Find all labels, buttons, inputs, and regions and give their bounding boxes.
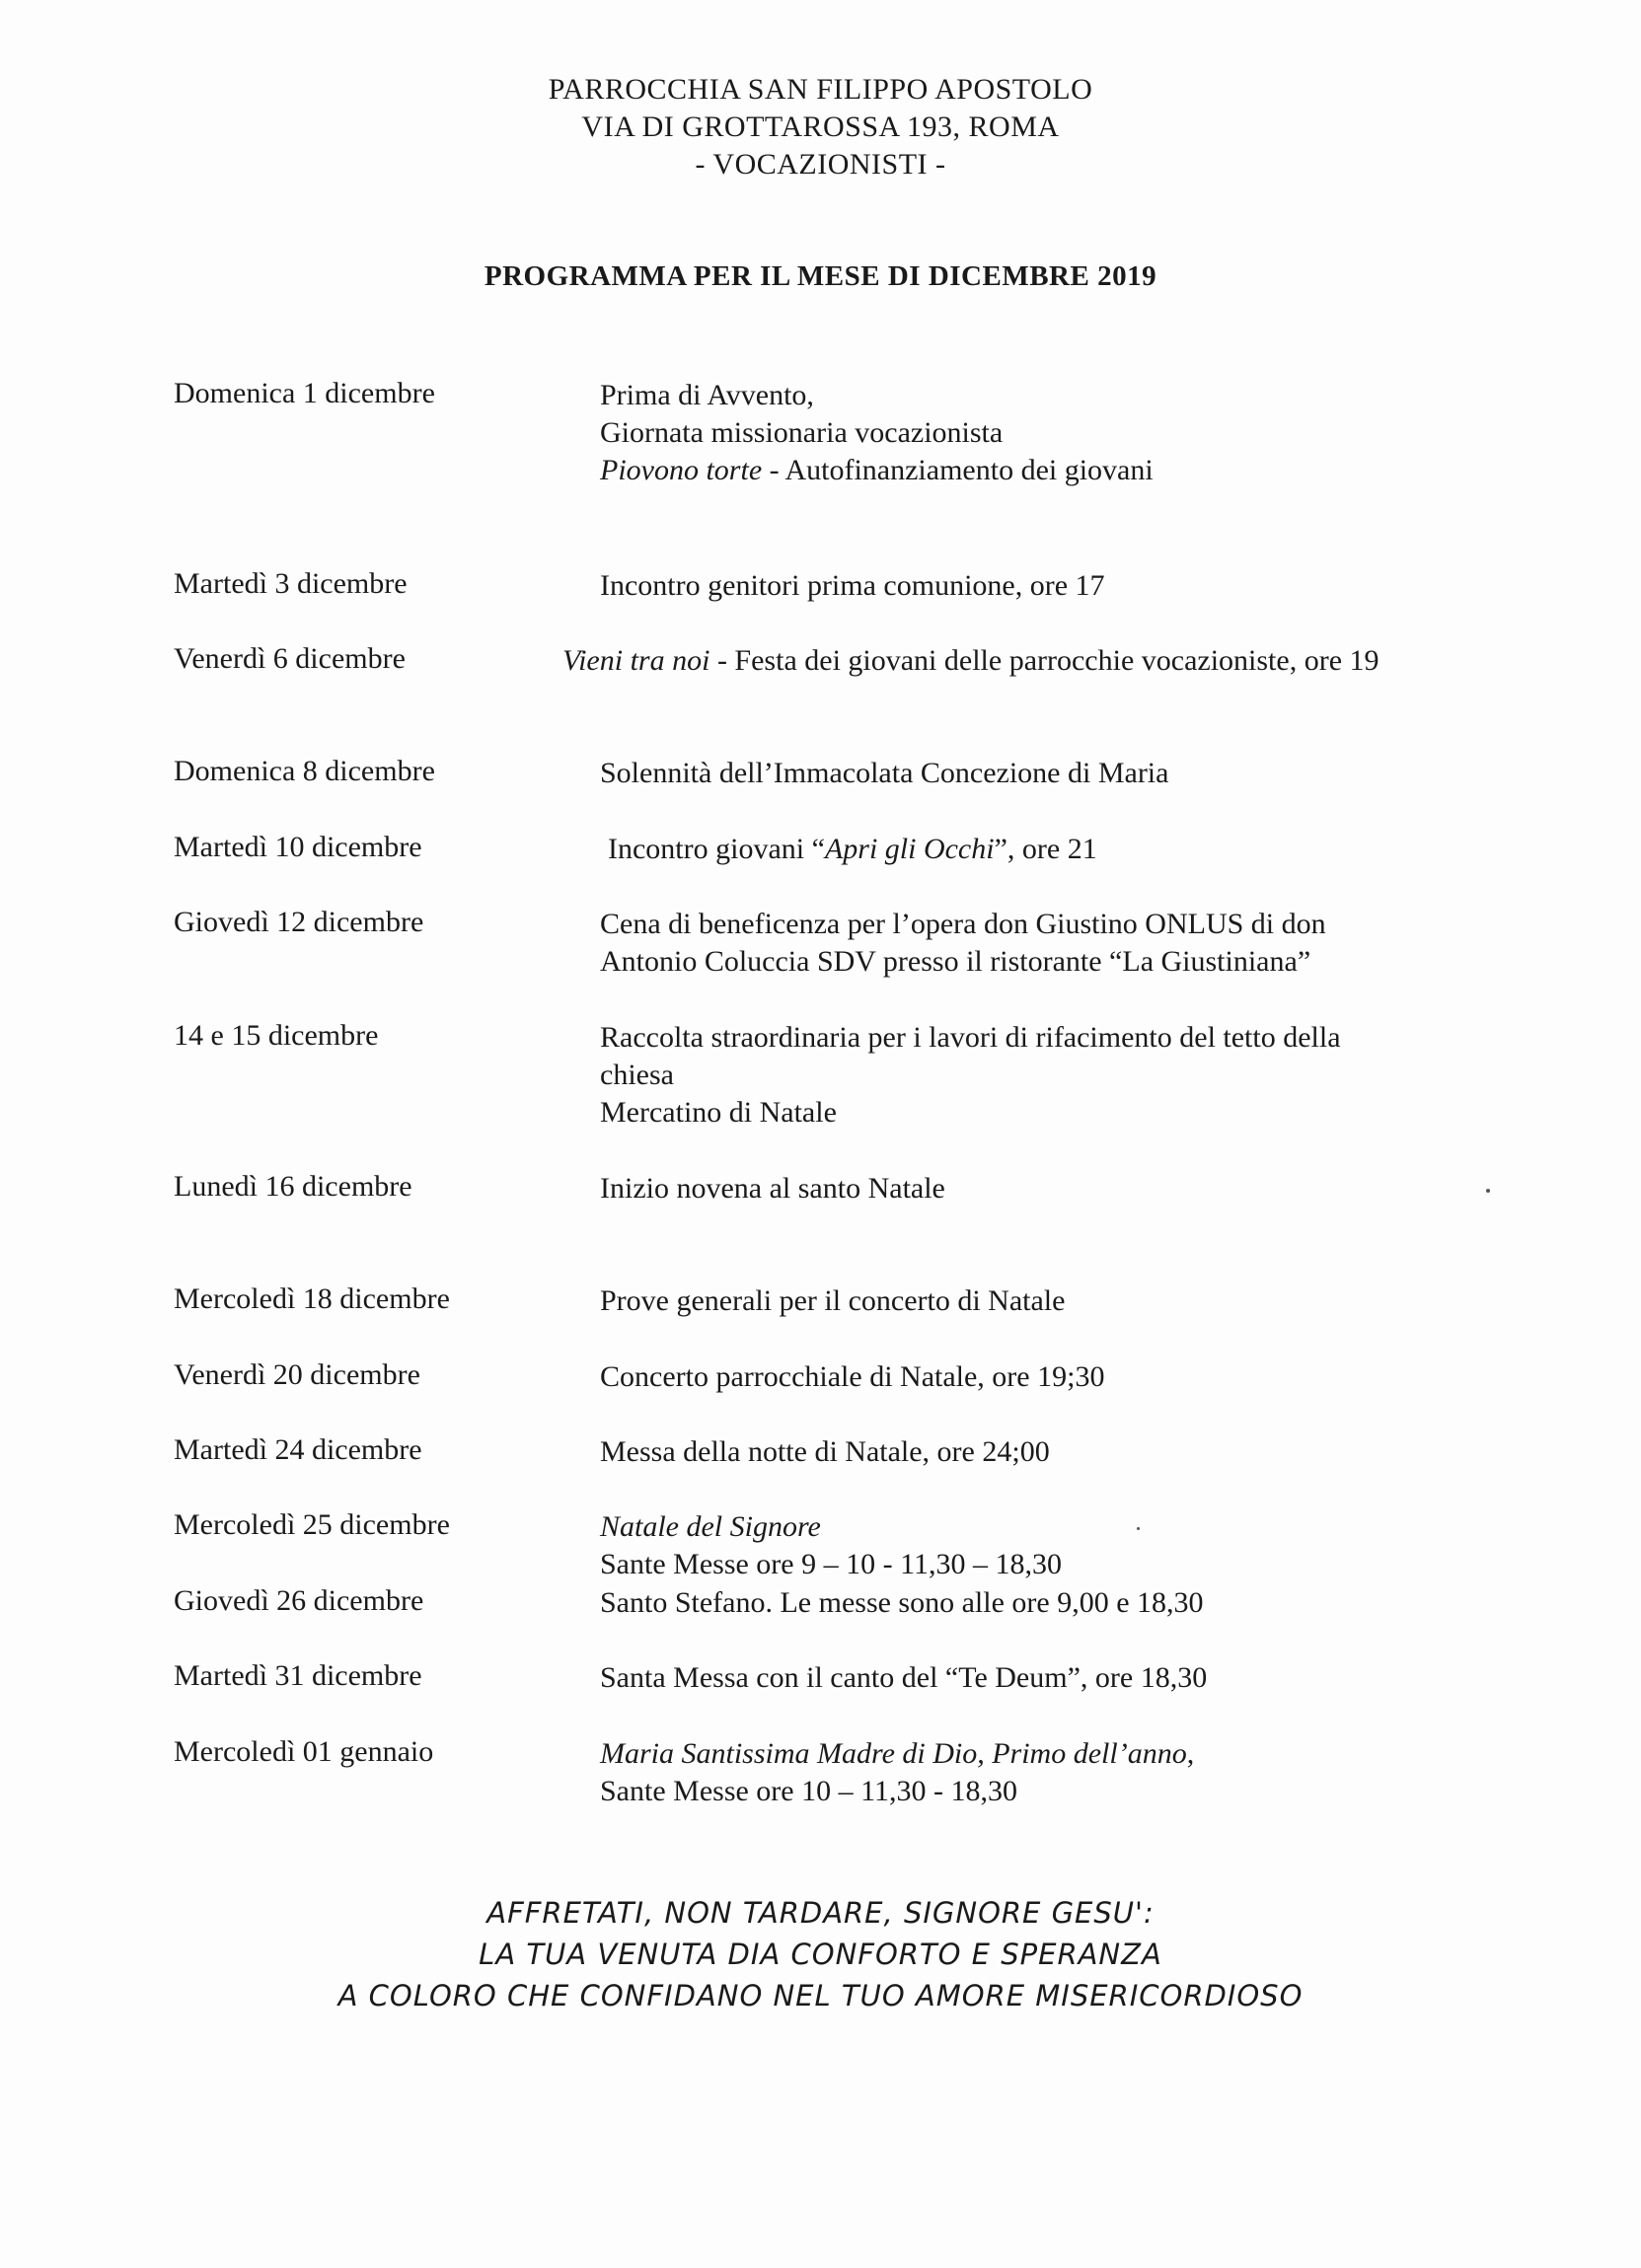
event-line: Mercatino di Natale (600, 1096, 837, 1129)
event-date: Venerdì 6 dicembre (174, 642, 406, 675)
event-line: Giornata missionaria vocazionista (600, 416, 1004, 449)
event-date: Giovedì 12 dicembre (174, 906, 424, 938)
event-italic-text: Vieni tra noi (562, 644, 710, 677)
event-description: Santo Stefano. Le messe sono alle ore 9,00 e 18,30 (600, 1586, 1204, 1619)
event-line: Prima di Avvento, (600, 379, 814, 411)
event-description (600, 1735, 1500, 1810)
scan-speck (1137, 1527, 1140, 1530)
event-description: Prove generali per il concerto di Natale (600, 1284, 1066, 1317)
event-description: Concerto parrocchiale di Natale, ore 19;30 (600, 1360, 1105, 1393)
event-description (600, 1508, 1500, 1583)
event-description: Incontro genitori prima comunione, ore 17 (600, 569, 1105, 602)
event-line: Antonio Coluccia SDV presso il ristorante “La Giustiniana” (600, 945, 1311, 978)
event-description (600, 377, 1500, 489)
event-line: Natale del Signore (600, 1510, 821, 1543)
event-date: Martedì 31 dicembre (174, 1659, 422, 1692)
scan-speck (1486, 1189, 1490, 1193)
event-date: Martedì 24 dicembre (174, 1433, 422, 1466)
event-date: Martedì 3 dicembre (174, 567, 408, 600)
event-date: Domenica 1 dicembre (174, 377, 435, 409)
event-description (608, 831, 1508, 868)
event-date: Venerdì 20 dicembre (174, 1358, 420, 1391)
event-description (600, 1019, 1500, 1132)
event-text: Incontro giovani “ (608, 833, 825, 865)
closing-prayer-line: A COLORO CHE CONFIDANO NEL TUO AMORE MISERICORDIOSO (337, 1979, 1304, 2012)
event-description (600, 906, 1500, 981)
event-italic-text: Maria Santissima Madre di Dio, Primo dell’anno (600, 1737, 1187, 1770)
event-line: Sante Messe ore 10 – 11,30 - 18,30 (600, 1775, 1017, 1807)
event-date: Lunedì 16 dicembre (174, 1170, 412, 1203)
event-date: Mercoledì 25 dicembre (174, 1508, 450, 1541)
event-date: Mercoledì 18 dicembre (174, 1282, 450, 1315)
event-text: ”, ore 21 (994, 833, 1097, 865)
event-italic-text: Apri gli Occhi (824, 833, 995, 865)
program-title: PROGRAMMA PER IL MESE DI DICEMBRE 2019 (484, 260, 1157, 292)
parish-address: VIA DI GROTTAROSSA 193, ROMA (581, 110, 1060, 143)
event-description: Messa della notte di Natale, ore 24;00 (600, 1435, 1050, 1468)
parish-order: - VOCAZIONISTI - (695, 148, 946, 181)
event-text: - Festa dei giovani delle parrocchie vocazioniste, ore 19 (709, 644, 1380, 677)
event-italic-text: Piovono torte (600, 454, 763, 486)
event-date: Domenica 8 dicembre (174, 755, 435, 787)
closing-prayer-line: LA TUA VENUTA DIA CONFORTO E SPERANZA (479, 1938, 1162, 1971)
event-line (600, 452, 1500, 489)
event-line: chiesa (600, 1059, 674, 1091)
event-date: Martedì 10 dicembre (174, 831, 422, 863)
event-line: Cena di beneficenza per l’opera don Giustino ONLUS di don (600, 908, 1326, 940)
event-text: - Autofinanziamento dei giovani (762, 454, 1154, 486)
event-line (600, 1735, 1500, 1773)
parish-name: PARROCCHIA SAN FILIPPO APOSTOLO (548, 73, 1093, 106)
event-description: Solennità dell’Immacolata Concezione di Maria (600, 757, 1169, 789)
event-date: Mercoledì 01 gennaio (174, 1735, 434, 1768)
closing-prayer-line: AFFRETATI, NON TARDARE, SIGNORE GESU': (486, 1896, 1155, 1930)
event-description: Inizio novena al santo Natale (600, 1172, 945, 1205)
event-line: Sante Messe ore 9 – 10 - 11,30 – 18,30 (600, 1548, 1062, 1580)
event-text: , (1186, 1737, 1195, 1770)
event-date: Giovedì 26 dicembre (174, 1584, 424, 1617)
event-date: 14 e 15 dicembre (174, 1019, 379, 1052)
event-description (562, 642, 1510, 680)
event-line: Raccolta straordinaria per i lavori di rifacimento del tetto della (600, 1021, 1341, 1054)
event-description: Santa Messa con il canto del “Te Deum”, ore 18,30 (600, 1661, 1208, 1694)
